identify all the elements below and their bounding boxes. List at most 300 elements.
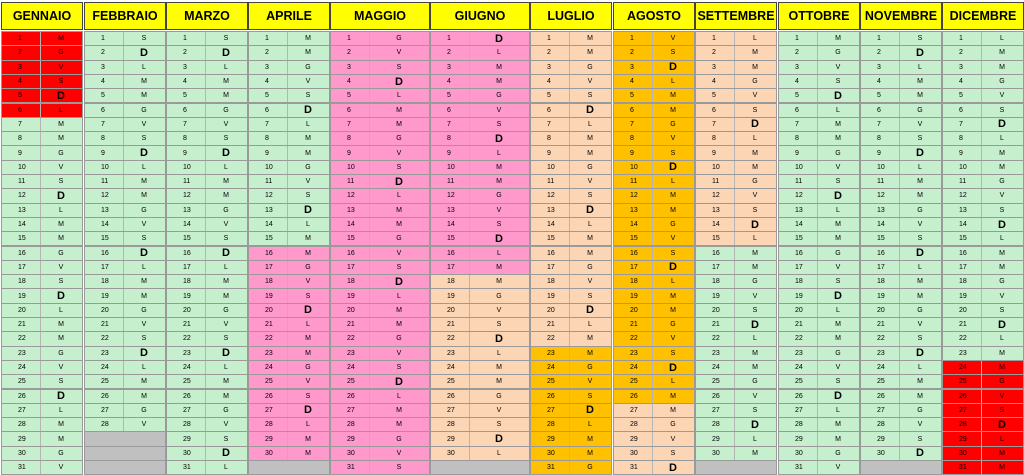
day-cell bbox=[942, 374, 1024, 389]
weekday-letter: D bbox=[916, 447, 924, 460]
day-cell bbox=[778, 288, 860, 303]
day-number: 21 bbox=[959, 321, 967, 329]
weekday-letter: M bbox=[587, 49, 593, 57]
day-cell bbox=[778, 117, 860, 132]
day-number: 7 bbox=[877, 120, 881, 128]
weekday-letter: L bbox=[497, 249, 501, 257]
day-cell bbox=[248, 131, 330, 146]
weekday-letter: D bbox=[140, 46, 148, 59]
day-number: 10 bbox=[547, 163, 555, 171]
weekday-letter: M bbox=[305, 449, 311, 457]
day-cell bbox=[330, 274, 430, 289]
day-number: 15 bbox=[795, 235, 803, 243]
weekday-letter: M bbox=[58, 421, 64, 429]
day-cell bbox=[430, 60, 530, 75]
day-cell bbox=[1, 331, 83, 346]
day-cell bbox=[613, 331, 695, 346]
day-number: 30 bbox=[347, 449, 355, 457]
day-number: 18 bbox=[447, 278, 455, 286]
day-cell bbox=[860, 231, 942, 246]
day-cell bbox=[330, 117, 430, 132]
weekday-letter: M bbox=[587, 135, 593, 143]
day-number: 8 bbox=[547, 135, 551, 143]
weekday-letter: L bbox=[59, 306, 63, 314]
day-cell bbox=[430, 303, 530, 318]
weekday-letter: M bbox=[917, 92, 923, 100]
day-number: 29 bbox=[547, 435, 555, 443]
day-number: 9 bbox=[447, 149, 451, 157]
day-number: 12 bbox=[547, 192, 555, 200]
day-cell bbox=[942, 145, 1024, 160]
weekday-letter: G bbox=[141, 206, 147, 214]
weekday-letter: G bbox=[670, 120, 676, 128]
day-number: 8 bbox=[101, 135, 105, 143]
day-cell bbox=[778, 360, 860, 375]
weekday-letter: M bbox=[835, 235, 841, 243]
day-number: 9 bbox=[265, 149, 269, 157]
weekday-letter: M bbox=[58, 120, 64, 128]
weekday-letter: V bbox=[835, 163, 841, 171]
day-number: 25 bbox=[347, 378, 355, 386]
day-number: 27 bbox=[630, 406, 638, 414]
day-cell bbox=[530, 74, 612, 89]
day-cell bbox=[84, 217, 166, 232]
day-number: 14 bbox=[630, 221, 638, 229]
weekday-letter: D bbox=[834, 290, 842, 303]
day-number: 18 bbox=[712, 278, 720, 286]
day-cell bbox=[778, 60, 860, 75]
weekday-letter: S bbox=[223, 135, 229, 143]
weekday-letter: D bbox=[395, 375, 403, 388]
weekday-letter: V bbox=[670, 435, 676, 443]
weekday-letter: M bbox=[223, 78, 229, 86]
day-number: 21 bbox=[101, 321, 109, 329]
day-cell bbox=[778, 231, 860, 246]
day-cell bbox=[166, 117, 248, 132]
weekday-letter: S bbox=[141, 335, 147, 343]
day-number: 4 bbox=[877, 78, 881, 86]
day-cell bbox=[530, 346, 612, 361]
weekday-letter: G bbox=[587, 163, 593, 171]
day-number: 25 bbox=[795, 378, 803, 386]
weekday-letter: D bbox=[304, 104, 312, 117]
day-number: 3 bbox=[547, 63, 551, 71]
weekday-letter: L bbox=[671, 78, 675, 86]
day-cell bbox=[860, 74, 942, 89]
weekday-letter: L bbox=[588, 120, 592, 128]
day-number: 21 bbox=[265, 321, 273, 329]
day-number: 25 bbox=[265, 378, 273, 386]
weekday-letter: V bbox=[496, 206, 502, 214]
weekday-letter: L bbox=[836, 106, 840, 114]
day-number: 10 bbox=[712, 163, 720, 171]
day-cell bbox=[1, 374, 83, 389]
weekday-letter: L bbox=[1000, 135, 1004, 143]
day-number: 1 bbox=[101, 35, 105, 43]
weekday-letter: L bbox=[497, 149, 501, 157]
day-cell bbox=[778, 260, 860, 275]
day-cell bbox=[860, 203, 942, 218]
weekday-letter: S bbox=[58, 378, 64, 386]
day-cell bbox=[84, 231, 166, 246]
day-number: 22 bbox=[795, 335, 803, 343]
weekday-letter: M bbox=[587, 249, 593, 257]
day-number: 14 bbox=[547, 221, 555, 229]
weekday-letter: G bbox=[496, 92, 502, 100]
weekday-letter: L bbox=[671, 178, 675, 186]
day-number: 3 bbox=[101, 63, 105, 71]
day-number: 17 bbox=[447, 263, 455, 271]
weekday-letter: M bbox=[141, 392, 147, 400]
day-number: 18 bbox=[347, 278, 355, 286]
day-cell bbox=[860, 303, 942, 318]
day-number: 22 bbox=[877, 335, 885, 343]
weekday-letter: V bbox=[496, 406, 502, 414]
day-cell bbox=[1, 417, 83, 432]
day-cell bbox=[330, 188, 430, 203]
day-cell bbox=[613, 103, 695, 118]
weekday-letter: L bbox=[497, 449, 501, 457]
weekday-letter: V bbox=[835, 263, 841, 271]
day-number: 2 bbox=[265, 49, 269, 57]
day-number: 13 bbox=[795, 206, 803, 214]
day-number: 1 bbox=[347, 35, 351, 43]
weekday-letter: L bbox=[836, 206, 840, 214]
weekday-letter: V bbox=[141, 120, 147, 128]
day-cell bbox=[778, 403, 860, 418]
day-number: 11 bbox=[630, 178, 638, 186]
day-cell bbox=[778, 203, 860, 218]
day-cell bbox=[248, 60, 330, 75]
weekday-letter: L bbox=[1000, 335, 1004, 343]
day-number: 21 bbox=[547, 321, 555, 329]
day-cell bbox=[695, 403, 777, 418]
day-cell bbox=[860, 246, 942, 261]
day-cell bbox=[860, 217, 942, 232]
weekday-letter: S bbox=[835, 178, 841, 186]
day-cell bbox=[530, 374, 612, 389]
day-number: 4 bbox=[265, 78, 269, 86]
day-number: 12 bbox=[101, 192, 109, 200]
day-number: 5 bbox=[101, 92, 105, 100]
day-number: 12 bbox=[712, 192, 720, 200]
weekday-letter: M bbox=[999, 349, 1005, 357]
day-number: 22 bbox=[630, 335, 638, 343]
weekday-letter: S bbox=[496, 321, 502, 329]
day-cell bbox=[530, 45, 612, 60]
weekday-letter: M bbox=[917, 178, 923, 186]
day-cell bbox=[613, 74, 695, 89]
day-cell bbox=[330, 317, 430, 332]
weekday-letter: G bbox=[999, 78, 1005, 86]
month-header-gennaio: GENNAIO bbox=[1, 2, 83, 30]
day-number: 22 bbox=[712, 335, 720, 343]
weekday-letter: M bbox=[58, 435, 64, 443]
day-cell bbox=[166, 389, 248, 404]
day-cell bbox=[166, 331, 248, 346]
weekday-letter: M bbox=[141, 292, 147, 300]
weekday-letter: S bbox=[752, 406, 758, 414]
weekday-letter: S bbox=[917, 435, 923, 443]
day-number: 5 bbox=[183, 92, 187, 100]
day-cell bbox=[860, 60, 942, 75]
weekday-letter: S bbox=[223, 335, 229, 343]
day-number: 20 bbox=[959, 306, 967, 314]
day-number: 24 bbox=[347, 364, 355, 372]
day-cell bbox=[330, 103, 430, 118]
day-number: 26 bbox=[795, 392, 803, 400]
day-cell bbox=[248, 346, 330, 361]
day-number: 27 bbox=[183, 406, 191, 414]
day-cell bbox=[1, 274, 83, 289]
day-cell bbox=[695, 131, 777, 146]
weekday-letter: L bbox=[753, 35, 757, 43]
day-number: 11 bbox=[877, 178, 885, 186]
day-number: 8 bbox=[18, 135, 22, 143]
weekday-letter: V bbox=[587, 178, 593, 186]
day-number: 5 bbox=[959, 92, 963, 100]
weekday-letter: G bbox=[223, 406, 229, 414]
weekday-letter: L bbox=[306, 221, 310, 229]
day-number: 18 bbox=[265, 278, 273, 286]
day-number: 2 bbox=[712, 49, 716, 57]
weekday-letter: M bbox=[752, 364, 758, 372]
weekday-letter: G bbox=[141, 106, 147, 114]
weekday-letter: D bbox=[916, 46, 924, 59]
day-cell bbox=[430, 246, 530, 261]
weekday-letter: G bbox=[496, 292, 502, 300]
day-cell bbox=[1, 45, 83, 60]
weekday-letter: M bbox=[835, 435, 841, 443]
weekday-letter: V bbox=[835, 364, 841, 372]
weekday-letter: M bbox=[917, 78, 923, 86]
weekday-letter: M bbox=[999, 249, 1005, 257]
day-number: 1 bbox=[183, 35, 187, 43]
weekday-letter: D bbox=[669, 461, 677, 474]
day-number: 25 bbox=[447, 378, 455, 386]
day-cell bbox=[430, 217, 530, 232]
day-cell bbox=[248, 288, 330, 303]
day-number: 23 bbox=[547, 349, 555, 357]
day-number: 13 bbox=[877, 206, 885, 214]
weekday-letter: V bbox=[305, 278, 311, 286]
day-number: 17 bbox=[547, 263, 555, 271]
day-cell bbox=[530, 117, 612, 132]
day-number: 4 bbox=[18, 78, 22, 86]
weekday-letter: M bbox=[496, 163, 502, 171]
weekday-letter: D bbox=[916, 247, 924, 260]
day-number: 4 bbox=[183, 78, 187, 86]
weekday-letter: S bbox=[496, 221, 502, 229]
weekday-letter: M bbox=[587, 435, 593, 443]
day-number: 4 bbox=[547, 78, 551, 86]
day-number: 26 bbox=[447, 392, 455, 400]
weekday-letter: M bbox=[587, 235, 593, 243]
day-number: 19 bbox=[347, 292, 355, 300]
day-number: 12 bbox=[265, 192, 273, 200]
day-number: 8 bbox=[877, 135, 881, 143]
weekday-letter: D bbox=[304, 304, 312, 317]
day-number: 20 bbox=[795, 306, 803, 314]
weekday-letter: V bbox=[999, 92, 1005, 100]
weekday-letter: L bbox=[224, 263, 228, 271]
day-number: 28 bbox=[447, 421, 455, 429]
weekday-letter: G bbox=[305, 163, 311, 171]
day-number: 20 bbox=[447, 306, 455, 314]
day-cell bbox=[248, 160, 330, 175]
day-cell bbox=[430, 360, 530, 375]
day-number: 16 bbox=[18, 249, 26, 257]
day-cell bbox=[166, 246, 248, 261]
day-cell bbox=[530, 103, 612, 118]
day-cell bbox=[330, 88, 430, 103]
weekday-letter: D bbox=[57, 89, 65, 102]
day-cell bbox=[430, 203, 530, 218]
weekday-letter: M bbox=[587, 149, 593, 157]
weekday-letter: V bbox=[835, 63, 841, 71]
weekday-letter: D bbox=[751, 218, 759, 231]
day-number: 19 bbox=[447, 292, 455, 300]
weekday-letter: M bbox=[587, 349, 593, 357]
weekday-letter: V bbox=[917, 321, 923, 329]
weekday-letter: M bbox=[496, 278, 502, 286]
weekday-letter: V bbox=[58, 163, 64, 171]
weekday-letter: V bbox=[999, 392, 1005, 400]
day-cell bbox=[942, 274, 1024, 289]
day-number: 16 bbox=[183, 249, 191, 257]
weekday-letter: V bbox=[58, 364, 64, 372]
day-number: 5 bbox=[712, 92, 716, 100]
day-cell bbox=[860, 360, 942, 375]
weekday-letter: V bbox=[496, 106, 502, 114]
weekday-letter: M bbox=[223, 92, 229, 100]
day-cell bbox=[84, 317, 166, 332]
day-number: 1 bbox=[447, 35, 451, 43]
weekday-letter: S bbox=[587, 92, 593, 100]
day-number: 24 bbox=[183, 364, 191, 372]
weekday-letter: S bbox=[396, 263, 402, 271]
day-cell bbox=[330, 360, 430, 375]
weekday-letter: V bbox=[670, 135, 676, 143]
weekday-letter: M bbox=[396, 421, 402, 429]
day-cell bbox=[942, 317, 1024, 332]
day-number: 15 bbox=[547, 235, 555, 243]
day-number: 30 bbox=[630, 449, 638, 457]
weekday-letter: V bbox=[917, 221, 923, 229]
weekday-letter: L bbox=[918, 364, 922, 372]
weekday-letter: S bbox=[835, 278, 841, 286]
day-cell bbox=[695, 260, 777, 275]
day-number: 27 bbox=[101, 406, 109, 414]
day-cell bbox=[1, 203, 83, 218]
weekday-letter: G bbox=[917, 306, 923, 314]
day-number: 28 bbox=[959, 421, 967, 429]
day-cell bbox=[166, 160, 248, 175]
weekday-letter: G bbox=[835, 349, 841, 357]
weekday-letter: G bbox=[752, 278, 758, 286]
weekday-letter: M bbox=[305, 35, 311, 43]
day-number: 14 bbox=[265, 221, 273, 229]
day-number: 10 bbox=[795, 163, 803, 171]
weekday-letter: D bbox=[669, 261, 677, 274]
day-number: 19 bbox=[795, 292, 803, 300]
day-number: 7 bbox=[959, 120, 963, 128]
weekday-letter: M bbox=[305, 349, 311, 357]
day-number: 23 bbox=[712, 349, 720, 357]
day-cell bbox=[778, 131, 860, 146]
day-number: 16 bbox=[265, 249, 273, 257]
day-number: 14 bbox=[18, 221, 26, 229]
weekday-letter: M bbox=[752, 263, 758, 271]
weekday-letter: V bbox=[396, 449, 402, 457]
weekday-letter: L bbox=[397, 92, 401, 100]
day-number: 7 bbox=[101, 120, 105, 128]
day-cell bbox=[330, 303, 430, 318]
day-cell bbox=[166, 260, 248, 275]
day-cell bbox=[530, 88, 612, 103]
day-cell bbox=[778, 446, 860, 461]
day-number: 3 bbox=[18, 63, 22, 71]
day-cell bbox=[942, 188, 1024, 203]
weekday-letter: D bbox=[834, 390, 842, 403]
day-cell bbox=[430, 145, 530, 160]
weekday-letter: D bbox=[495, 433, 503, 446]
day-number: 7 bbox=[547, 120, 551, 128]
weekday-letter: V bbox=[58, 263, 64, 271]
day-cell bbox=[695, 274, 777, 289]
day-number: 15 bbox=[959, 235, 967, 243]
weekday-letter: L bbox=[224, 63, 228, 71]
day-number: 24 bbox=[712, 364, 720, 372]
day-number: 26 bbox=[959, 392, 967, 400]
weekday-letter: G bbox=[917, 106, 923, 114]
day-number: 13 bbox=[18, 206, 26, 214]
weekday-letter: M bbox=[141, 92, 147, 100]
weekday-letter: D bbox=[140, 147, 148, 160]
day-cell bbox=[613, 188, 695, 203]
day-cell bbox=[84, 203, 166, 218]
day-number: 4 bbox=[630, 78, 634, 86]
day-number: 5 bbox=[877, 92, 881, 100]
weekday-letter: M bbox=[496, 263, 502, 271]
day-cell bbox=[860, 331, 942, 346]
weekday-letter: S bbox=[496, 120, 502, 128]
day-number: 2 bbox=[18, 49, 22, 57]
day-cell bbox=[860, 260, 942, 275]
day-cell bbox=[166, 203, 248, 218]
day-number: 31 bbox=[183, 464, 191, 472]
weekday-letter: S bbox=[917, 335, 923, 343]
weekday-letter: M bbox=[396, 206, 402, 214]
empty-cell bbox=[84, 431, 166, 446]
day-number: 3 bbox=[347, 63, 351, 71]
weekday-letter: G bbox=[305, 263, 311, 271]
weekday-letter: M bbox=[396, 306, 402, 314]
weekday-letter: M bbox=[752, 249, 758, 257]
weekday-letter: G bbox=[141, 406, 147, 414]
day-cell bbox=[613, 274, 695, 289]
weekday-letter: D bbox=[998, 118, 1006, 131]
weekday-letter: M bbox=[752, 49, 758, 57]
day-number: 14 bbox=[877, 221, 885, 229]
weekday-letter: L bbox=[671, 278, 675, 286]
day-cell bbox=[430, 74, 530, 89]
day-cell bbox=[1, 31, 83, 46]
weekday-letter: M bbox=[835, 335, 841, 343]
day-cell bbox=[613, 417, 695, 432]
day-number: 12 bbox=[877, 192, 885, 200]
day-cell bbox=[248, 246, 330, 261]
